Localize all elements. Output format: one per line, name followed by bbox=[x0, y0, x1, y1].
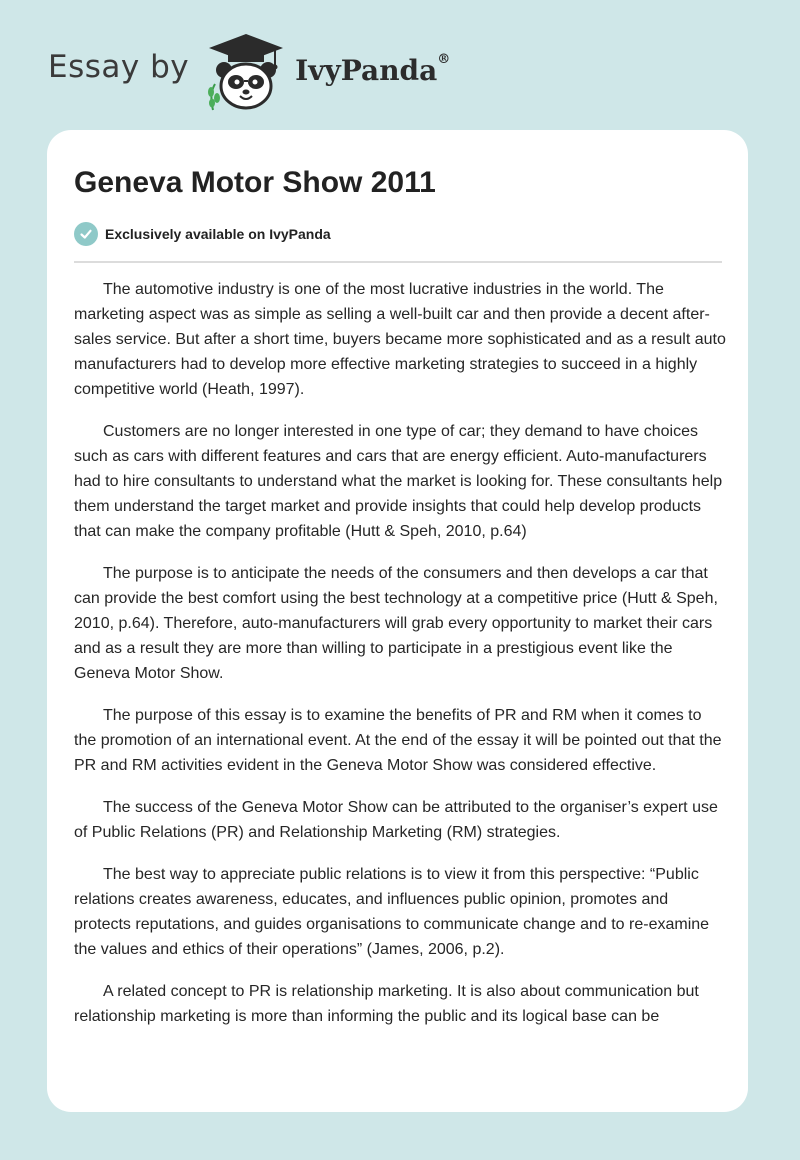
essay-card bbox=[47, 130, 748, 1112]
trademark-symbol: ® bbox=[437, 51, 451, 67]
essay-title: Geneva Motor Show 2011 bbox=[74, 166, 436, 199]
panda-graduate-icon bbox=[203, 32, 289, 112]
exclusive-badge bbox=[74, 222, 331, 246]
checkmark-icon bbox=[74, 222, 98, 246]
paragraph: A related concept to PR is relationship marketing. It is also about communication but relationship marketing is more than informing the public and its logical base can be bbox=[74, 983, 699, 1025]
paragraph: The purpose is to anticipate the needs of the consumers and then develops a car that can provide the best comfort using the best technology at a competitive price (Hutt & Speh, 2010, p.64). Therefore, auto-manufacturers will grab every opportunity to market their cars and as a result they are more than willing to participate in a prestigious event like the Geneva Motor Show. bbox=[74, 565, 718, 682]
essay-by-label: Essay by bbox=[48, 49, 190, 85]
divider bbox=[74, 261, 722, 263]
paragraph: Customers are no longer interested in one type of car; they demand to have choices such as cars with different features and cars that are energy efficient. Auto-manufacturers had to hire consultants to understand what the market is looking for. These consultants help them understand the target market and provide insights that could help develop products that can make the company profitable (Hutt & Speh, 2010, p.64) bbox=[74, 423, 723, 540]
exclusive-label: Exclusively available on IvyPanda bbox=[105, 226, 331, 242]
site-header bbox=[48, 30, 450, 114]
brand-name: IvyPanda® bbox=[295, 51, 451, 87]
paragraph: The success of the Geneva Motor Show can be attributed to the organiser’s expert use of Public Relations (PR) and Relationship Marketing (RM) strategies. bbox=[74, 799, 718, 841]
paragraph: The automotive industry is one of the most lucrative industries in the world. The marketing aspect was as simple as selling a well-built car and then provide a decent after-sales service. But after a short time, buyers became more sophisticated and as a result auto manufacturers had to develop more effective marketing strategies to succeed in a highly competitive world (Heath, 1997). bbox=[74, 281, 726, 398]
paragraph: The purpose of this essay is to examine the benefits of PR and RM when it comes to the promotion of an international event. At the end of the essay it will be pointed out that the PR and RM activities evident in the Geneva Motor Show was considered effective. bbox=[74, 707, 722, 774]
essay-body bbox=[74, 277, 726, 1046]
paragraph: The best way to appreciate public relations is to view it from this perspective: “Public relations creates awareness, educates, and influences public opinion, promotes and protects reputations, and guides organisations to communicate change and to re-examine the values and ethics of their operations” (James, 2006, p.2). bbox=[74, 866, 710, 958]
